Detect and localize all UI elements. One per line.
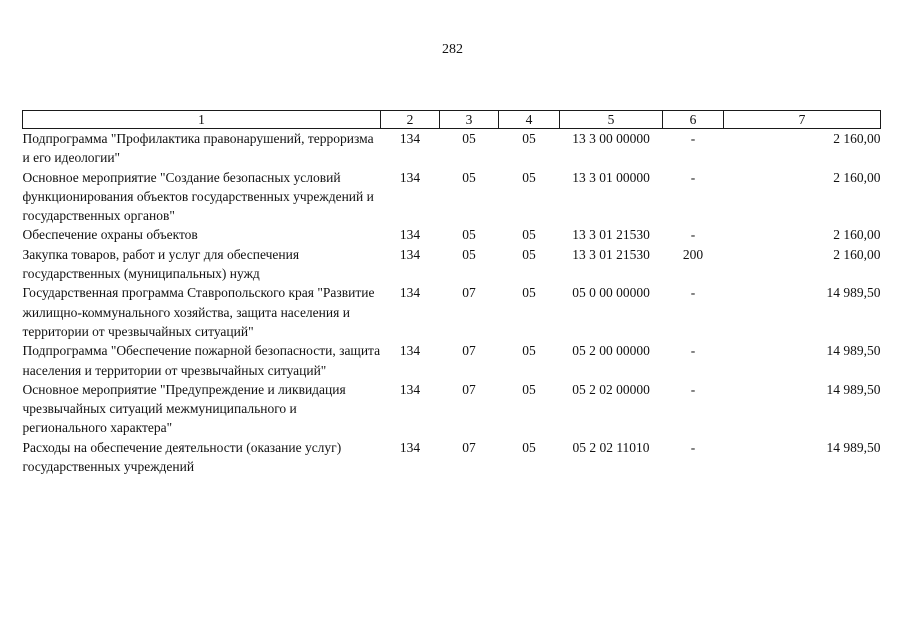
table-row <box>23 341 881 380</box>
cell-target: 05 2 02 11010 <box>572 439 650 455</box>
cell-expense-type: 200 <box>682 246 704 262</box>
cell-code: 134 <box>399 343 421 359</box>
table-row <box>23 168 881 226</box>
table-row <box>23 245 881 284</box>
cell-target: 13 3 01 00000 <box>572 169 650 185</box>
cell-expense-type: - <box>690 131 696 146</box>
cell-amount: 2 160,00 <box>833 227 881 243</box>
cell-expense-type: - <box>690 439 696 455</box>
cell-section: 07 <box>462 439 476 455</box>
cell-target: 13 3 01 21530 <box>572 246 650 262</box>
cell-subsection: 05 <box>522 227 536 243</box>
cell-code: 134 <box>399 285 421 301</box>
page-number: 282 <box>442 42 463 57</box>
cell-code: 134 <box>399 227 421 243</box>
row-name: Основное мероприятие "Предупреждение и ликвидация чрезвычайных ситуаций межмуниципального и регионального характера" <box>22 381 346 436</box>
cell-section: 05 <box>462 169 476 185</box>
cell-amount: 14 989,50 <box>826 285 881 301</box>
cell-expense-type: - <box>690 381 696 397</box>
cell-subsection: 05 <box>522 131 536 146</box>
row-name: Закупка товаров, работ и услуг для обеспечения государственных (муниципальных) нужд <box>22 246 300 282</box>
cell-target: 05 2 02 00000 <box>572 381 650 397</box>
cell-target: 05 2 00 00000 <box>572 343 650 359</box>
column-header: 7 <box>724 111 881 129</box>
row-name: Обеспечение охраны объектов <box>22 227 198 243</box>
cell-expense-type: - <box>690 227 696 243</box>
cell-amount: 2 160,00 <box>833 131 881 146</box>
cell-target: 13 3 00 00000 <box>572 131 650 146</box>
column-header: 3 <box>440 111 499 129</box>
cell-section: 05 <box>462 227 476 243</box>
cell-amount: 2 160,00 <box>833 246 881 262</box>
row-name: Расходы на обеспечение деятельности (оказание услуг) государственных учреждений <box>22 439 342 475</box>
cell-expense-type: - <box>690 285 696 301</box>
table-row <box>23 283 881 341</box>
cell-section: 07 <box>462 285 476 301</box>
table-row <box>23 380 881 438</box>
cell-code: 134 <box>399 381 421 397</box>
cell-section: 05 <box>462 131 476 146</box>
header-row <box>23 111 881 129</box>
column-header: 5 <box>560 111 663 129</box>
cell-section: 05 <box>462 246 476 262</box>
cell-code: 134 <box>399 246 421 262</box>
cell-section: 07 <box>462 343 476 359</box>
cell-code: 134 <box>399 169 421 185</box>
cell-subsection: 05 <box>522 285 536 301</box>
cell-code: 134 <box>399 439 421 455</box>
cell-expense-type: - <box>690 169 696 185</box>
cell-subsection: 05 <box>522 169 536 185</box>
cell-target: 13 3 01 21530 <box>572 227 650 243</box>
cell-subsection: 05 <box>522 439 536 455</box>
cell-amount: 14 989,50 <box>826 381 881 397</box>
column-header: 2 <box>381 111 440 129</box>
table-row <box>23 129 881 168</box>
table-row <box>23 225 881 244</box>
row-name: Основное мероприятие "Создание безопасных условий функционирования объектов государственных учреждений и государственных органов" <box>22 169 374 224</box>
budget-table <box>22 110 881 476</box>
cell-code: 134 <box>399 131 421 146</box>
column-header: 4 <box>499 111 560 129</box>
cell-amount: 14 989,50 <box>826 439 881 455</box>
cell-amount: 2 160,00 <box>833 169 881 185</box>
cell-amount: 14 989,50 <box>826 343 881 359</box>
column-header: 1 <box>23 111 381 129</box>
table-row <box>23 438 881 477</box>
row-name: Подпрограмма "Обеспечение пожарной безопасности, защита населения и территории от чрезвычайных ситуаций" <box>22 343 381 378</box>
cell-subsection: 05 <box>522 246 536 262</box>
cell-section: 07 <box>462 381 476 397</box>
row-name: Подпрограмма "Профилактика правонарушений, терроризма и его идеологии" <box>22 131 374 166</box>
row-name: Государственная программа Ставропольского края "Развитие жилищно-коммунального хозяйства, защита населения и территории от чрезвычайных ситуаций" <box>22 285 375 339</box>
cell-target: 05 0 00 00000 <box>572 285 650 301</box>
cell-expense-type: - <box>690 343 696 359</box>
column-header: 6 <box>663 111 724 129</box>
cell-subsection: 05 <box>522 343 536 359</box>
cell-subsection: 05 <box>522 381 536 397</box>
